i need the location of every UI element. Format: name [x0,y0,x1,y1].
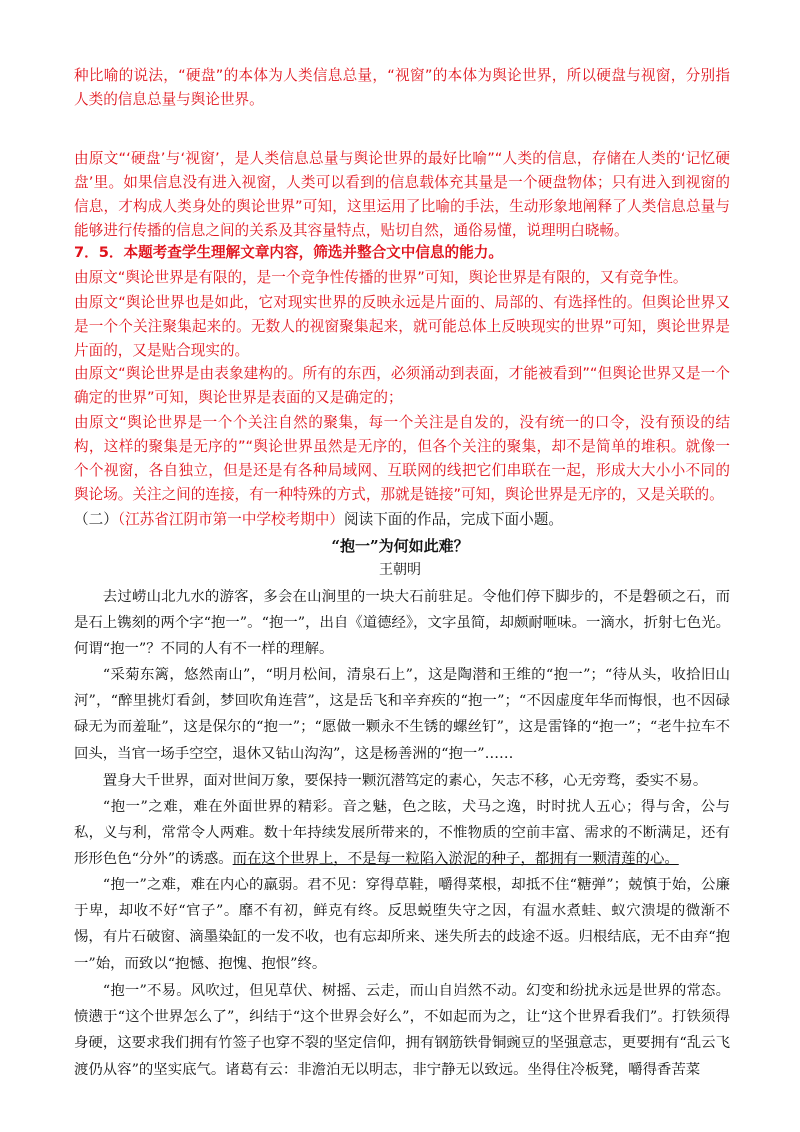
article-paragraph-5: “抱一”之难，难在内心的羸弱。君不见：穿得草鞋，嚼得菜根，却抵不住“糖弹”；兢慎于始，公廉于卑，却收不好“官子”。靡不有初，鲜克有终。反思蜕堕失守之因，有温水煮蛙、蚁穴溃堤的微渐不惕，有片石破窗、滴墨染缸的一发不收，也有忘却所来、迷失所去的歧途不返。归根结底，无不由弃“抱一”始，而致以“抱憾、抱愧、抱恨”终。 [74,877,730,972]
section-number: （二） [74,511,118,528]
article-paragraph-2: “采菊东篱，悠然南山”，“明月松间，清泉石上”，这是陶潜和王维的“抱一”；“待从头，收拾旧山河”，“醉里挑灯看剑，梦回吹角连营”，这是岳飞和辛弃疾的“抱一”；“不因虚度年华而悔恨，也不因碌碌无为而羞耻”，这是保尔的“抱一”；“愿做一颗永不生锈的螺丝钉”，这是雷锋的“抱一”；“老牛拉车不回头，当官一场手空空，退休又钻山沟沟”，这是杨善洲的“抱一”…… [74,667,730,762]
article-author: 王朝明 [379,562,421,578]
section-instruction: 阅读下面的作品，完成下面小题。 [344,511,563,528]
section-intro [74,508,730,532]
answer-paragraph-3: 由原文“舆论世界是有限的，是一个竞争性传播的世界”可知，舆论世界是有限的，又有竞争性。 [74,269,688,286]
article-paragraph-4 [74,794,730,873]
article-title: “抱一”为何如此难？ [331,537,469,555]
article-paragraph-4-text: “抱一”之难，难在外面世界的精彩。音之魅，色之眩，犬马之逸，时时扰人五心；得与舍，公与私，义与利，常常令人两难。数十年持续发展所带来的，不惟物质的空前丰富、需求的不断满足，还有形形色色“分外”的诱惑。 [74,799,730,868]
answer-paragraph-1: 种比喻的说法，“硬盘”的本体为人类信息总量，“视窗”的本体为舆论世界，所以硬盘与视窗，分别指人类的信息总量与舆论世界。 [74,67,730,108]
section-source: （江苏省江阴市第一中学校考期中） [117,511,344,528]
answer-question-7-heading: 7．5．本题考查学生理解文章内容，筛选并整合文中信息的能力。 [74,244,503,261]
article-paragraph-3: 置身大千世界，面对世间万象，要保持一颗沉潜笃定的素心，矢志不移，心无旁骛，委实不易。 [102,773,708,789]
article-paragraph-6: “抱一”不易。风吹过，但见草伏、树摇、云走，而山自岿然不动。幻变和纷扰永远是世界的常态。愤懑于“这个世界怎么了”，纠结于“这个世界会好么”，不如起而为之，让“这个世界看我们”。打铁须得身硬，这要求我们拥有竹签子也穿不裂的坚定信仰，拥有钢筋铁骨铜豌豆的坚强意志，更要拥有“乱云飞渡仍从容”的坚实底气。诸葛有云：非澹泊无以明志，非宁静无以致远。坐得住冷板凳，嚼得香苦菜 [74,983,730,1078]
article-paragraph-1: 去过崂山北九水的游客，多会在山涧里的一块大石前驻足。令他们停下脚步的，不是磐硕之石，而是石上镌刻的两个字“抱一”。“抱一”，出自《道德经》，文字虽简，却颇耐咂味。一滴水，折射七色光。何谓“抱一”？不同的人有不一样的理解。 [74,589,730,658]
answer-paragraph-4: 由原文“舆论世界也是如此，它对现实世界的反映永远是片面的、局部的、有选择性的。但舆论世界又是一个个关注聚集起来的。无数人的视窗聚集起来，就可能总体上反映现实的世界”可知，舆论世界是片面的，又是贴合现实的。 [74,294,730,359]
underlined-sentence: 而在这个世界上，不是每一粒陷入淤泥的种子，都拥有一颗清莲的心。 [232,851,679,868]
answer-paragraph-5: 由原文“舆论世界是由表象建构的。所有的东西，必须涌动到表面，才能被看到”“但舆论世界又是一个确定的世界”可知，舆论世界是表面的又是确定的； [74,365,730,406]
answer-paragraph-2: 由原文“‘硬盘’与‘视窗’，是人类信息总量与舆论世界的最好比喻”“人类的信息，存储在人类的‘记忆硬盘’里。如果信息没有进入视窗，人类可以看到的信息载体充其量是一个硬盘物体；只有进入到视窗的信息，才构成人类身处的舆论世界”可知，这里运用了比喻的手法，生动形象地阐释了人类信息总量与能够进行传播的信息之间的关系及其容量特点，贴切自然，通俗易懂，说理明白晓畅。 [74,150,730,239]
answer-paragraph-6: 由原文“舆论世界是一个个关注自然的聚集，每一个关注是自发的，没有统一的口令，没有预设的结构，这样的聚集是无序的”“舆论世界虽然是无序的，但各个关注的聚集，却不是简单的堆积。就像一个个视窗，各自独立，但是还是有各种局域网、互联网的线把它们串联在一起，形成大大小小不同的舆论场。关注之间的连接，有一种特殊的方式，那就是链接”可知，舆论世界是无序的，又是关联的。 [74,414,730,503]
